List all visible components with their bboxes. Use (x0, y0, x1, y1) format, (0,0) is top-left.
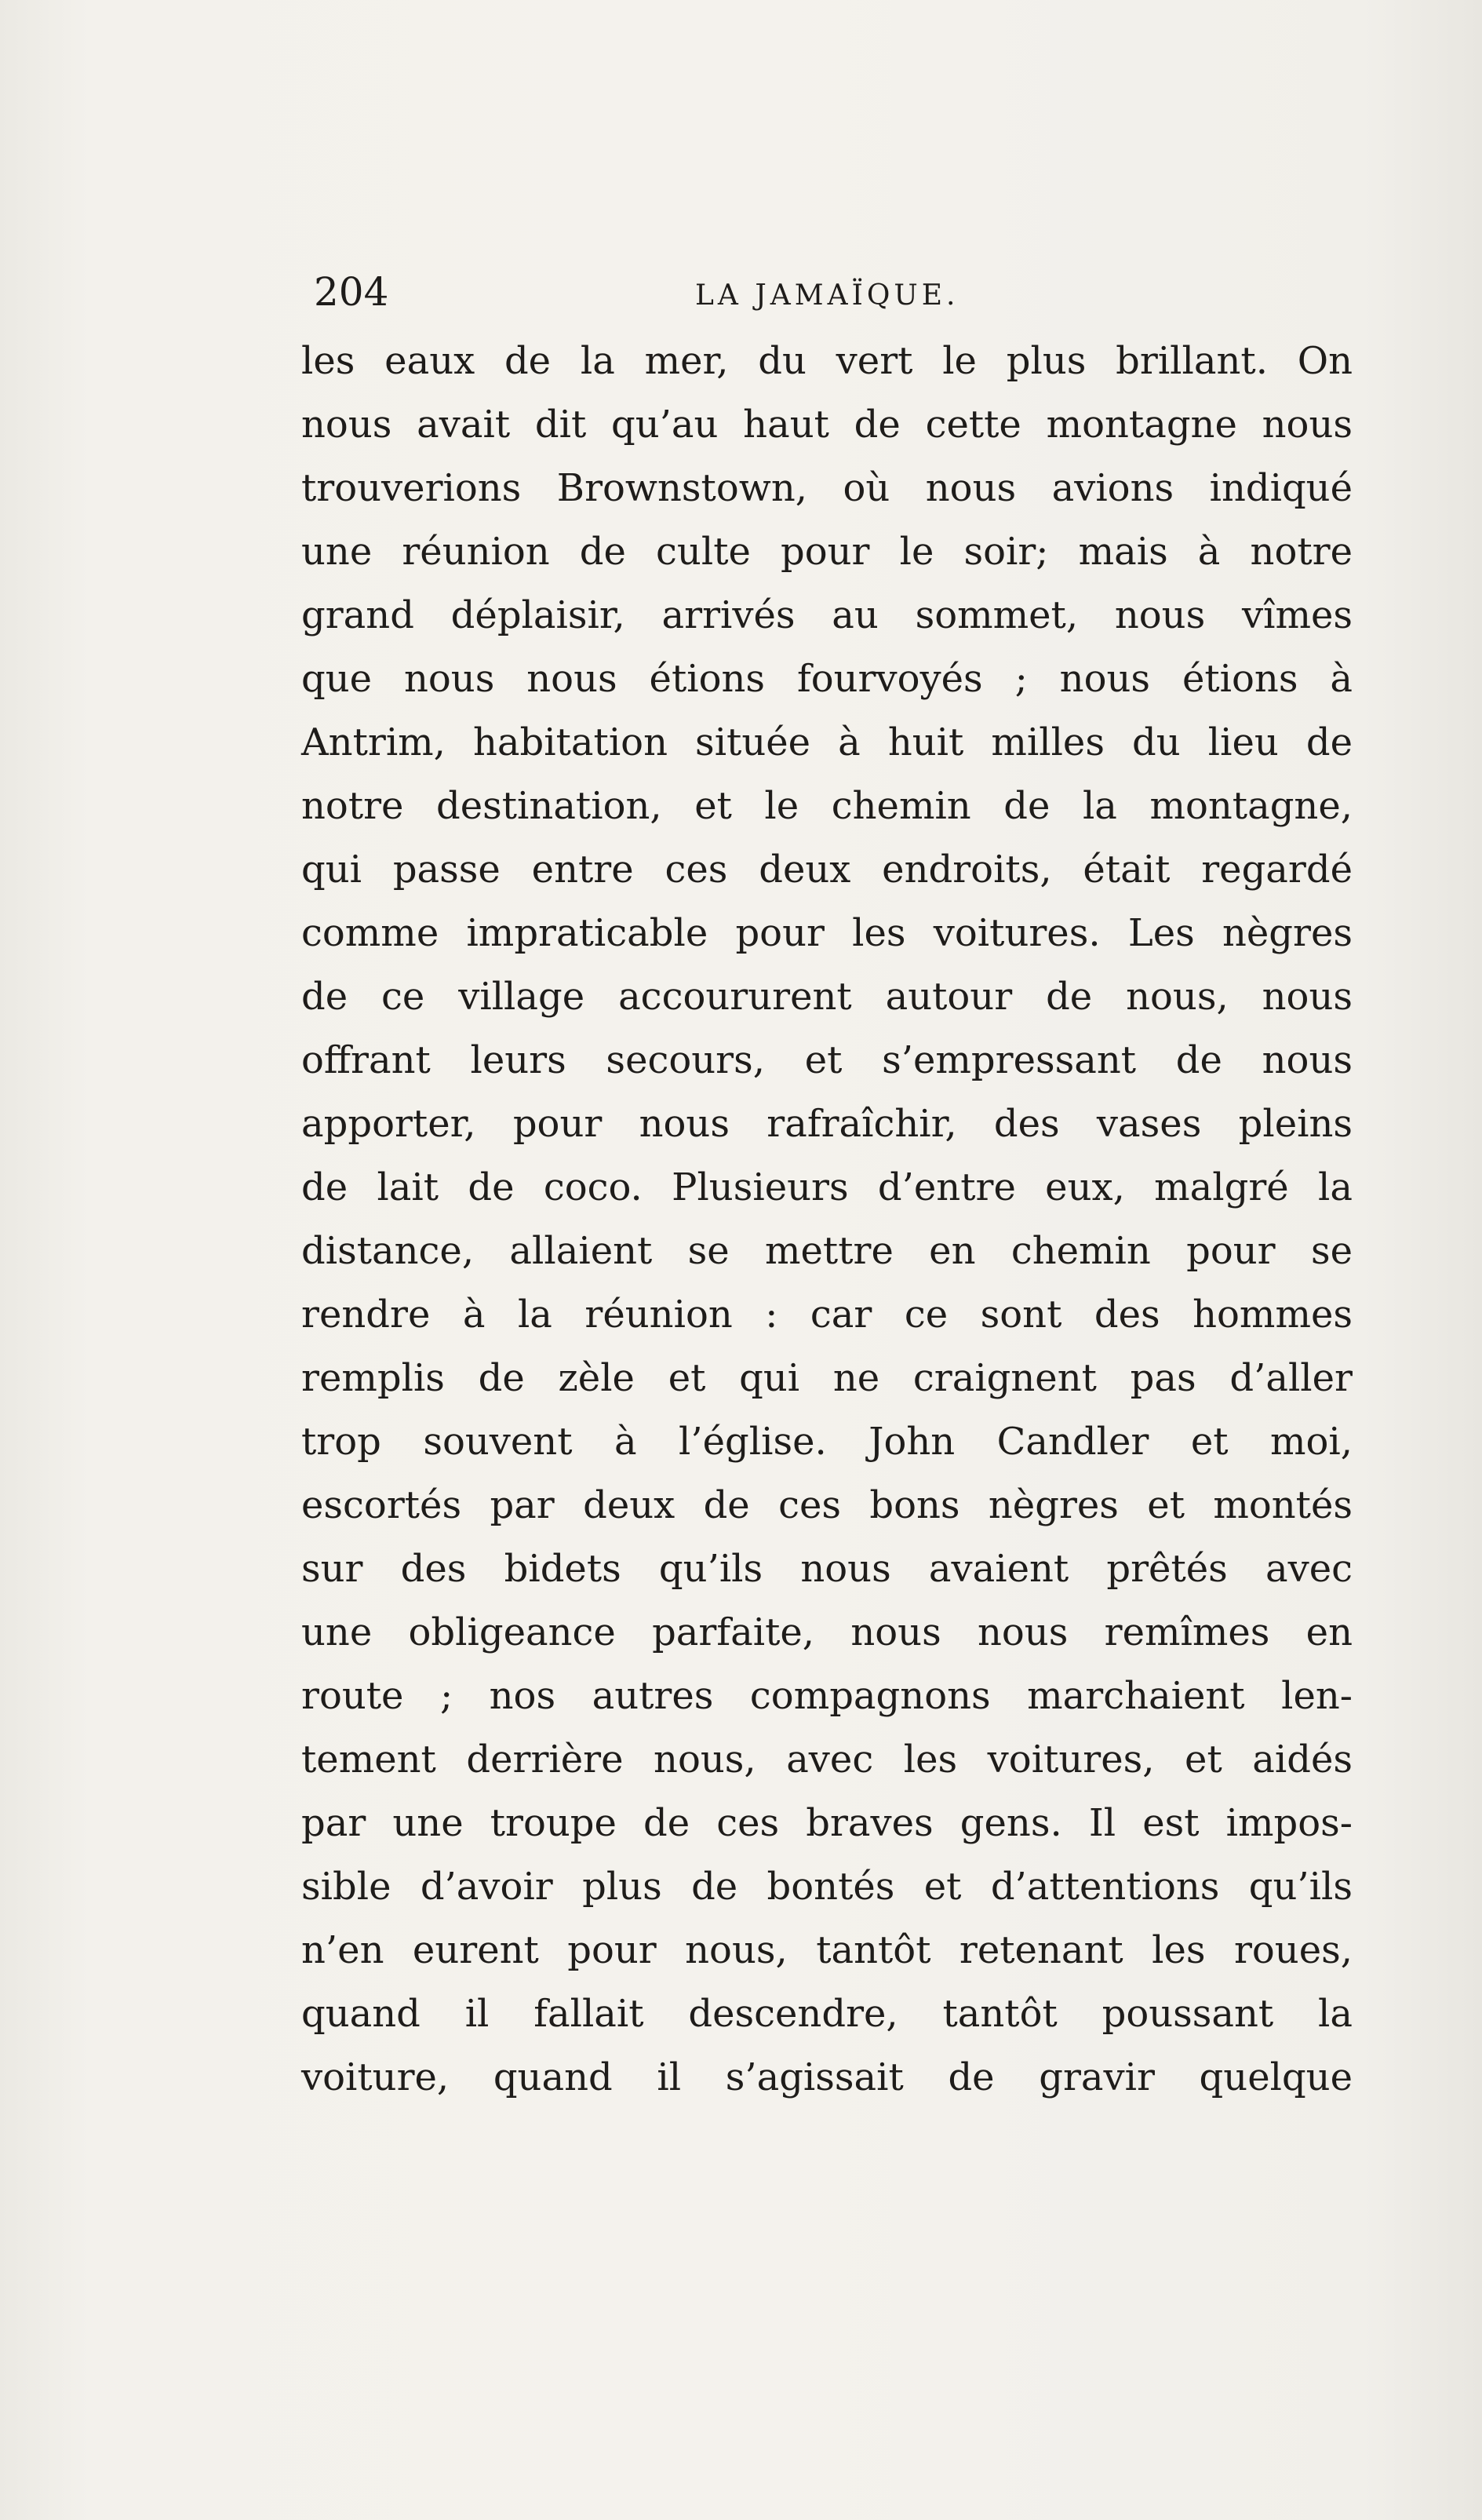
text-line: rendre à la réunion : car ce sont des hommes (301, 1293, 1353, 1337)
text-line: notre destination, et le chemin de la montagne, (301, 784, 1353, 828)
text-line: de ce village accoururent autour de nous, nous (301, 975, 1353, 1019)
text-line: qui passe entre ces deux endroits, était regardé (301, 848, 1353, 892)
text-line: route ; nos autres compagnons marchaient len- (301, 1674, 1353, 1718)
text-line: une réunion de culte pour le soir; mais à notre (301, 530, 1353, 574)
text-line: de lait de coco. Plusieurs d’entre eux, malgré la (301, 1165, 1353, 1209)
text-line: apporter, pour nous rafraîchir, des vases pleins (301, 1102, 1353, 1146)
text-line: grand déplaisir, arrivés au sommet, nous vîmes (301, 593, 1353, 637)
text-line: une obligeance parfaite, nous nous remîmes en (301, 1610, 1353, 1654)
running-title: LA JAMAÏQUE. (695, 279, 959, 312)
body-text (301, 330, 1353, 2110)
text-line: Antrim, habitation située à huit milles du lieu de (301, 720, 1353, 764)
text-line: offrant leurs secours, et s’empressant de nous (301, 1038, 1353, 1082)
text-line: escortés par deux de ces bons nègres et montés (301, 1483, 1353, 1527)
text-line: nous avait dit qu’au haut de cette montagne nous (301, 403, 1353, 447)
text-line: trop souvent à l’église. John Candler et moi, (301, 1420, 1353, 1464)
text-line: distance, allaient se mettre en chemin pour se (301, 1229, 1353, 1273)
page-number: 204 (314, 269, 389, 315)
text-line: sur des bidets qu’ils nous avaient prêtés avec (301, 1547, 1353, 1591)
text-line: les eaux de la mer, du vert le plus brillant. On (301, 339, 1353, 383)
text-line: n’en eurent pour nous, tantôt retenant les roues, (301, 1928, 1353, 1972)
text-line: trouverions Brownstown, où nous avions indiqué (301, 466, 1353, 510)
text-line: comme impraticable pour les voitures. Les nègres (301, 911, 1353, 955)
text-line: quand il fallait descendre, tantôt poussant la (301, 1992, 1353, 2036)
text-line: que nous nous étions fourvoyés ; nous étions à (301, 657, 1353, 701)
text-line: remplis de zèle et qui ne craignent pas d’aller (301, 1356, 1353, 1400)
text-line: par une troupe de ces braves gens. Il est impos- (301, 1801, 1353, 1845)
text-line: tement derrière nous, avec les voitures, et aidés (301, 1738, 1353, 1782)
text-line: sible d’avoir plus de bontés et d’attentions qu’ils (301, 1865, 1353, 1909)
text-line: voiture, quand il s’agissait de gravir quelque (301, 2055, 1353, 2099)
page-header (314, 268, 1349, 331)
